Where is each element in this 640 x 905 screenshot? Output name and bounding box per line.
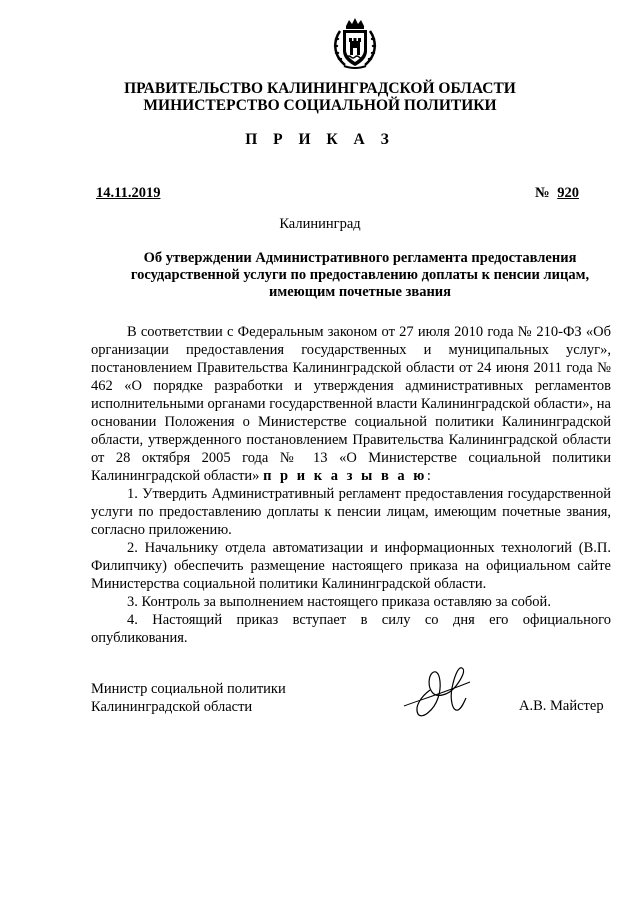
- header-ministry: МИНИСТЕРСТВО СОЦИАЛЬНОЙ ПОЛИТИКИ: [143, 97, 497, 114]
- order-item-1: 1. Утвердить Административный регламент предоставления государственной услуги по предоставлению доплаты к пенсии лицам, имеющим почетные звания, согласно приложению.: [91, 486, 611, 538]
- preamble-text: В соответствии с Федеральным законом от 27 июля 2010 года № 210-ФЗ «Об организации предоставления государственных и муниципальных услуг», постановлением Правительства Калининградской области от 24 июня 2011 года № 462 «О порядке разработки и утверждения административных регламентов исполнительными органами государственной власти Калининградской области», на основании Положения о Министерстве социальной политики Калининградской области, утвержденного постановлением Правительства Калининградской области от 28 октября 2005 года № 13 «О Министерстве социальной политики Калининградской области»: [91, 324, 611, 484]
- order-item-2: 2. Начальнику отдела автоматизации и информационных технологий (В.П. Филипчику) обеспечить размещение настоящего приказа на официальном сайте Министерства социальной политики Калининградской области.: [91, 540, 611, 592]
- order-number-value: 920: [557, 185, 579, 201]
- signatory-position: [91, 680, 286, 716]
- order-body: [91, 323, 611, 647]
- decree-word: п р и к а з ы в а ю: [263, 468, 427, 484]
- handwritten-signature: [400, 662, 490, 722]
- signatory-position-line2: Калининградской области: [91, 699, 253, 715]
- order-date: [90, 185, 166, 202]
- order-city: Калининград: [279, 216, 361, 232]
- signatory-position-line1: Министр социальной политики: [91, 681, 286, 697]
- decree-colon: :: [426, 468, 431, 484]
- order-title: П Р И К А З: [245, 131, 395, 148]
- order-number-label: №: [535, 185, 550, 201]
- order-date-value: 14.11.2019: [96, 185, 161, 201]
- order-number: [535, 185, 583, 202]
- order-subject: Об утверждении Административного регламента предоставления государственной услуги по предоставлению доплаты к пенсии лицам, имеющим почетные звания: [130, 250, 590, 300]
- order-item-3: 3. Контроль за выполнением настоящего приказа оставляю за собой.: [127, 594, 551, 610]
- order-preamble: [91, 323, 611, 485]
- coat-of-arms-icon: [329, 17, 381, 71]
- header-government: ПРАВИТЕЛЬСТВО КАЛИНИНГРАДСКОЙ ОБЛАСТИ: [124, 80, 516, 97]
- order-item-4: 4. Настоящий приказ вступает в силу со дня его официального опубликования.: [91, 612, 611, 646]
- signatory-name: А.В. Майстер: [519, 698, 604, 714]
